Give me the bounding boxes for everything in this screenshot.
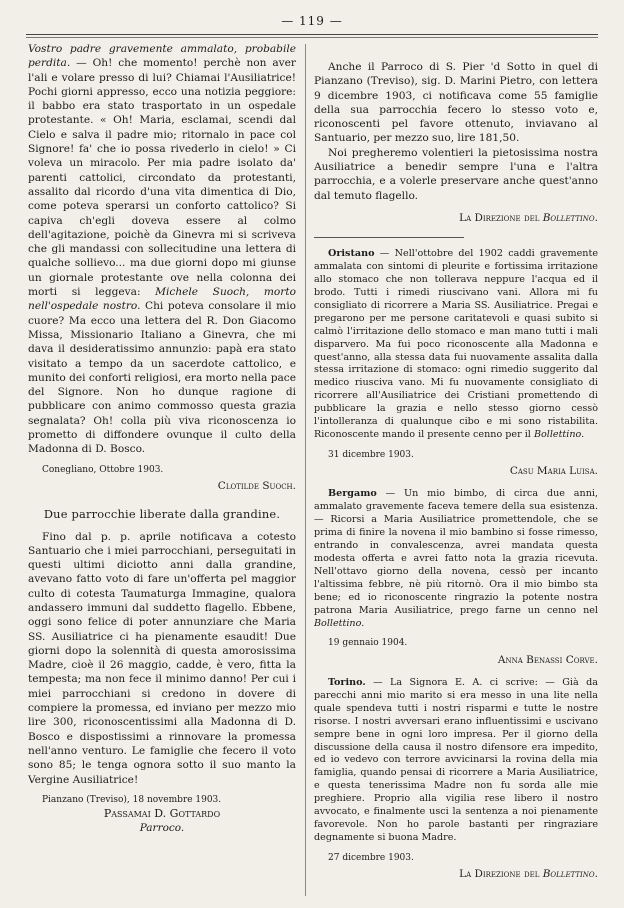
torino-lead: Torino.: [328, 677, 366, 689]
column-divider: [305, 44, 306, 896]
marini-paragraph: Anche il Parroco di S. Pier 'd Sotto in quel di Pianzano (Treviso), sig. D. Marini Pietro, con lettera 9 dicembre 1903, ci notificava come 55 famiglie della sua parrocchia fecero lo stesso voto e, riconoscenti pel favore ottenuto, inviavano al Santuario, per mezzo suo, lire 181,50.: [314, 61, 598, 145]
letter-suoch-text: — Oh! che momento! perchè non aver l'ali e volare presso di lui? Chiamai l'Ausiliatrice! Pochi giorni appresso, ecco una notizia peggiore: il babbo era stato trasportato in un ospedale protestante. « Oh! Maria, esclamai, scendi dal Cielo e salva il padre mio; ritornalo in pace col Signore! fa' che io possa rivederlo in cielo! » Ci voleva un miracolo. Per mia padre isolato da' parenti cattolici, circondato da protestanti, assalito dal ricordo d'una vita dimentica di Dio, come poteva sperarsi un conforto cattolico? Si capiva ch'egli doveva essere al colmo dell'agitazione, poichè da Ginevra mi si scriveva che gli mandassi con sollecitudine una lettera di qualche sollievo... ma due giorni dopo mi giunse un giornale protestante ove nella colonna dei morti si leggeva:: [28, 57, 296, 299]
bergamo-text: — Un mio bimbo, di circa due anni, ammalato gravemente faceva temere della sua esistenza. — Ricorsi a Maria Ausiliatrice promettendole, che se prima di finire la novena il mio bambino si fosse rimesso, entrando in convalescenza, avrei mandata questa modesta offerta e avrei fatto nota la grazia ricevuta. Nell'ottavo giorno della novena, cessò per incanto l'altissima febbre, nè più ritornò. Ora il mio bimbo sta bene; ed io riconoscente ringrazio la potente nostra patrona Maria Ausiliatrice, prego farne un cenno nel: [314, 488, 598, 616]
letter-gottardo-signature: Passamai D. Gottardo: [103, 807, 221, 821]
torino-signature: [314, 867, 598, 881]
spacer: [314, 478, 598, 488]
letter-suoch-text-2: Chi poteva consolare il mio cuore? Ma ecco una lettera del R. Don Giacomo Missa, Missionario Italiano a Ginevra, che mi dava il desideratissimo annunzio: papà era stato visitato a tempo da un sacerdote cattolico, e munito dei conforti religiosi, era morto nella pace del Signore. Non ho dunque ragione di pubblicare con animo commosso questa grazia segnalata? Oh! colla più viva riconoscenza io prometto di diffondere ovunque il culto della Madonna di D. Bosco.: [28, 300, 296, 456]
letter-gottardo-body: Fino dal p. p. aprile notificava a cotesto Santuario che i miei parrocchiani, perseguitati in questi ultimi diciotto anni dalla grandine, avevano fatto voto di fare un'offerta pel maggior culto di cotesta Taumaturga Immagine, qualora andassero immuni dal suddetto flagello. Ebbene, oggi sono felice di poter annunziare che Maria SS. Ausiliatrice ci ha pienamente esaudit! Due giorni dopo la solennità di questa amorosissima Madre, cioè il 26 maggio, cadde, è vero, fitta la tempesta; ma non fece il minimo danno! Per cui i miei parrocchiani si credono in dovere di compiere la promessa, ed inviano per mezzo mio lire 300, riconoscentissimi alla Madonna di D. Bosco e dispostissimi a rinnovare la promessa nell'anno venturo. Le famiglie che fecero il voto sono 85; le tenga ognora sotto il suo manto la Vergine Ausiliatrice!: [28, 530, 296, 786]
letter-suoch-body: [28, 42, 296, 457]
right-column: [314, 60, 598, 881]
header-rule: [26, 34, 598, 38]
direzione-signature-1: [314, 211, 598, 225]
oristano-signature: Casu Maria Luisa.: [509, 465, 598, 478]
direzione-signature-1-text: La Direzione del: [459, 211, 540, 224]
letter-suoch-signature: Clotilde Suoch.: [217, 479, 296, 492]
letter-gottardo-dateline: Pianzano (Treviso), 18 novembre 1903.: [42, 794, 222, 805]
oristano-dateline: 31 dicembre 1903.: [328, 449, 414, 460]
torino-dateline: 27 dicembre 1903.: [328, 852, 414, 863]
bergamo-lead: Bergamo: [328, 488, 377, 500]
oristano-lead: Oristano: [328, 248, 375, 260]
torino-testimony: [314, 677, 598, 845]
prayer-paragraph: Noi pregheremo volentieri la pietosissima nostra Ausiliatrice a benedir sempre l'una e l'altra parrocchia, e a volerle preservare anche quest'anno dal temuto flagello.: [314, 146, 598, 202]
letter-suoch-quote: Michele Suoch, morto nell'ospedale nostro.: [28, 286, 296, 313]
bergamo-testimony: [314, 488, 598, 630]
section-separator: [314, 237, 464, 238]
oristano-text-italic: Bollettino.: [533, 428, 585, 440]
oristano-text: — Nell'ottobre del 1902 caddi gravemente ammalata con sintomi di pleurite e fortissima irritazione allo stomaco che non tollerava neppure l'acqua ed il brodo. Tutti i rimedi riuscivano vani. Allora mi fu consigliato di ricorrere a Maria SS. Ausiliatrice. Pregai e pregarono per me persone caritatevoli e quasi subito si calmò l'irritazione dello stomaco e man mano tutti i mali disparvero. Ma fui poco riconoscente alla Madonna e quest'anno, alla stessa data fui nuovamente assalita dalla stessa irritazione di stomaco: ogni rimedio suggerito dal medico riusciva vano. Mi fu nuovamente consigliato di ricorrere all'Ausiliatrice dei Cristiani promettendo di pubblicare la grazia e nello stesso giorno cessò l'intolleranza di qualunque cibo e mi sono ristabilita. Riconoscente mando il presente cenno per il: [314, 248, 598, 440]
torino-text: — La Signora E. A. ci scrive: — Già da parecchi anni mio marito si era messo in una lite nella quale spendeva tutti i nostri risparmi e tutte le nostre risorse. I nostri avversari erano influentissimi e uscivano sempre bene in ogni loro impresa. Per il giorno della discussione della causa il nostro difensore era impedito, ed io vedevo con terrore avvicinarsi la rovina della mia famiglia, quando pensai di ricorrere a Maria Ausiliatrice, e questa tenerissima Madre non fu sorda alle mie preghiere. Proprio alla vigilia rese libero il nostro avvocato, e finalmente usci la sentenza a noi pienamente favorevole. Non ho parole bastanti per ringraziare degnamente si buona Madre.: [314, 677, 598, 843]
section-heading-grandine: Due parrocchie liberate dalla grandine.: [43, 507, 281, 522]
oristano-testimony: [314, 248, 598, 442]
letter-gottardo-role: Parroco.: [139, 822, 185, 835]
spacer-2: [314, 667, 598, 677]
torino-signature-text: La Direzione del: [459, 868, 540, 881]
page-number: — 119 —: [281, 14, 343, 28]
direzione-signature-1-italic: Bollettino.: [542, 211, 598, 224]
letter-suoch-dateline: Conegliano, Ottobre 1903.: [42, 464, 164, 475]
left-column: [28, 42, 296, 836]
bergamo-dateline: 19 gennaio 1904.: [328, 638, 408, 649]
bergamo-text-italic: Bollettino.: [314, 617, 365, 629]
bergamo-signature: Anna Benassi Corve.: [497, 653, 598, 666]
torino-signature-italic: Bollettino.: [542, 868, 598, 881]
letter-suoch-opening: Vostro padre gravemente ammalato, probabile perdita.: [28, 43, 296, 70]
